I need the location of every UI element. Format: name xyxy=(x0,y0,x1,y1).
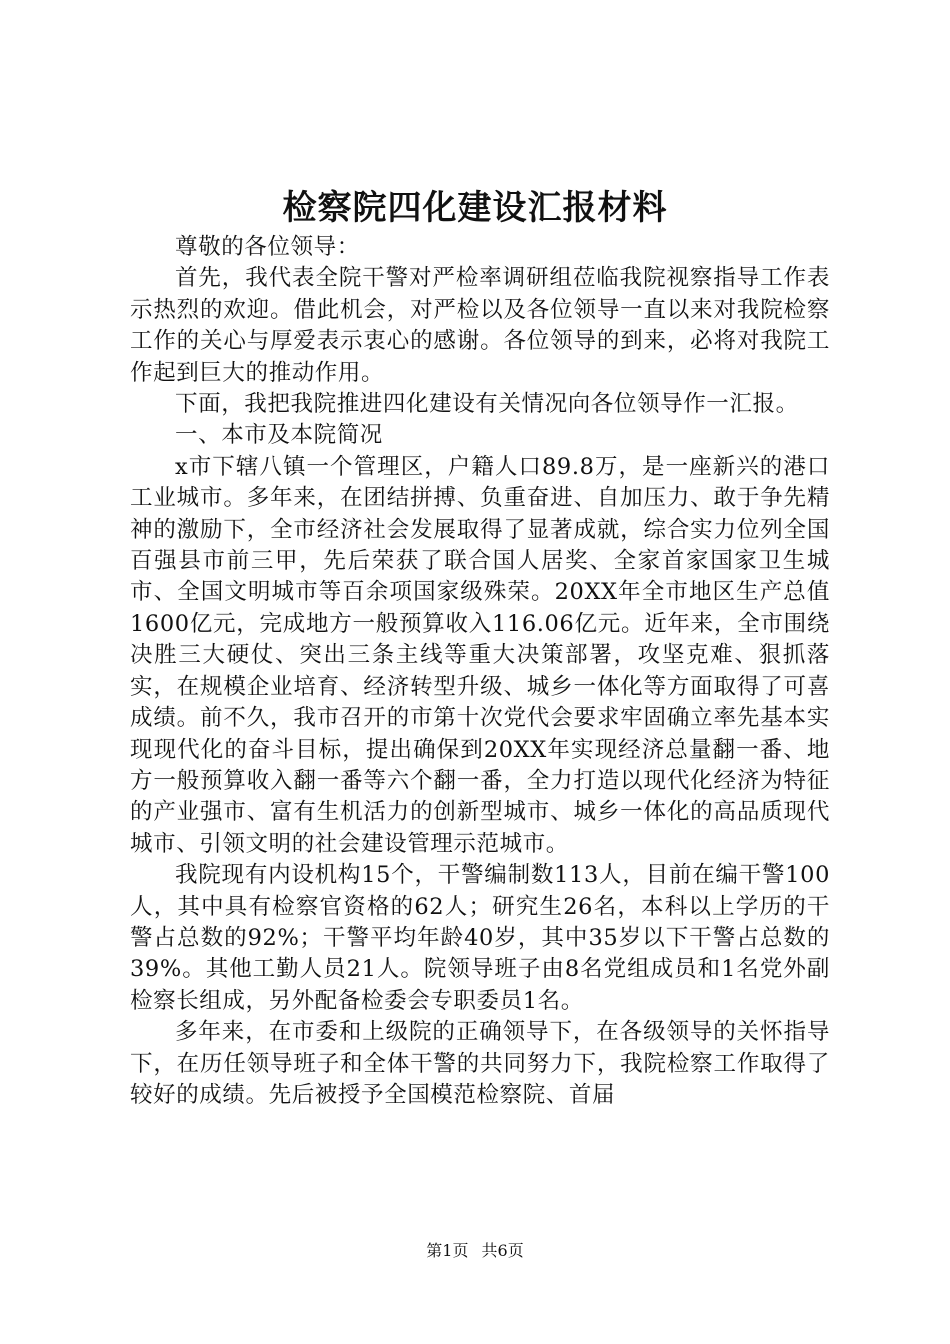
office-overview-paragraph: 我院现有内设机构15个，干警编制数113人，目前在编干警100人，其中具有检察官资格的62人；研究生26名，本科以上学历的干警占总数的92%；干警平均年龄40岁，其中35岁以下干警占总数的39%。其他工勤人员21人。院领导班子由8名党组成员和1名党外副检察长组成，另外配备检委会专职委员1名。 xyxy=(130,862,830,1014)
salutation-paragraph: 尊敬的各位领导： xyxy=(175,234,360,260)
section-heading: 一、本市及本院简况 xyxy=(175,422,383,449)
page-number: 第1页 xyxy=(426,1241,469,1260)
document-body xyxy=(130,232,830,1111)
page-total: 共6页 xyxy=(481,1241,524,1260)
page-footer xyxy=(0,1240,950,1262)
intro-paragraph: 首先，我代表全院干警对严检率调研组莅临我院视察指导工作表示热烈的欢迎。借此机会，对严检以及各位领导一直以来对我院检察工作的关心与厚爱表示衷心的感谢。各位领导的到来，必将对我院工作起到巨大的推动作用。 xyxy=(130,265,830,386)
document-title: 检察院四化建设汇报材料 xyxy=(282,188,668,228)
achievements-paragraph: 多年来，在市委和上级院的正确领导下，在各级领导的关怀指导下，在历任领导班子和全体干警的共同努力下，我院检察工作取得了较好的成绩。先后被授予全国模范检察院、首届 xyxy=(130,1019,830,1108)
report-intro-paragraph: 下面，我把我院推进四化建设有关情况向各位领导作一汇报。 xyxy=(175,391,799,418)
city-overview-paragraph: x市下辖八镇一个管理区，户籍人口89.8万，是一座新兴的港口工业城市。多年来，在团结拼搏、负重奋进、自加压力、敢于争先精神的激励下，全市经济社会发展取得了显著成就，综合实力位列全国百强县市前三甲，先后荣获了联合国人居奖、全家首家国家卫生城市、全国文明城市等百余项国家级殊荣。20XX年全市地区生产总值1600亿元，完成地方一般预算收入116.06亿元。近年来，全市围绕决胜三大硬仗、突出三条主线等重大决策部署，攻坚克难、狠抓落实，在规模企业培育、经济转型升级、城乡一体化等方面取得了可喜成绩。前不久，我市召开的市第十次党代会要求牢固确立率先基本实现现代化的奋斗目标，提出确保到20XX年实现经济总量翻一番、地方一般预算收入翻一番等六个翻一番，全力打造以现代化经济为特征的产业强市、富有生机活力的创新型城市、城乡一体化的高品质现代城市、引领文明的社会建设管理示范城市。 xyxy=(130,453,830,857)
